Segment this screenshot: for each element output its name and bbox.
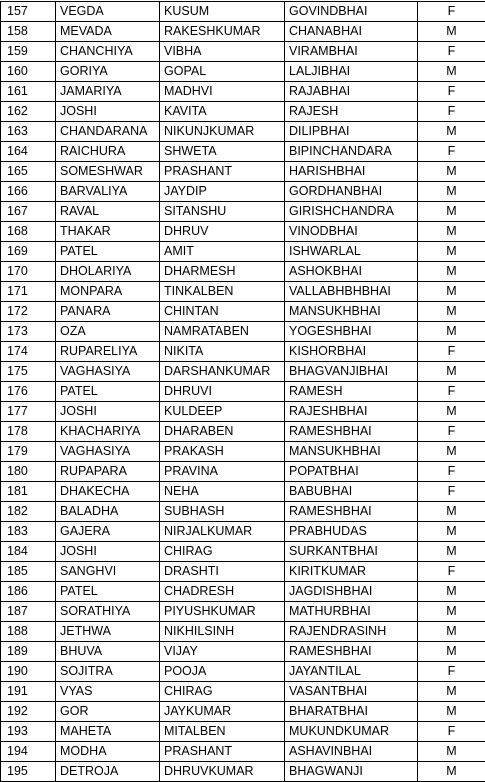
table-row [1, 142, 485, 162]
father-name-cell: SURKANTBHAI [285, 542, 418, 562]
surname-cell: KHACHARIYA [56, 422, 160, 442]
table-row [1, 262, 485, 282]
row-number-cell: 166 [1, 182, 56, 202]
row-number-cell: 181 [1, 482, 56, 502]
surname-cell: SANGHVI [56, 562, 160, 582]
row-number-cell: 182 [1, 502, 56, 522]
first-name-cell: DRASHTI [160, 562, 285, 582]
row-number-cell: 195 [1, 762, 56, 782]
table-row [1, 442, 485, 462]
first-name-cell: KUSUM [160, 2, 285, 22]
first-name-cell: SITANSHU [160, 202, 285, 222]
surname-cell: OZA [56, 322, 160, 342]
first-name-cell: NAMRATABEN [160, 322, 285, 342]
gender-cell: M [418, 742, 485, 762]
table-row [1, 242, 485, 262]
surname-cell: PATEL [56, 582, 160, 602]
surname-cell: GOR [56, 702, 160, 722]
father-name-cell: BHAGVANJIBHAI [285, 362, 418, 382]
first-name-cell: POOJA [160, 662, 285, 682]
gender-cell: F [418, 562, 485, 582]
first-name-cell: DHARMESH [160, 262, 285, 282]
father-name-cell: ASHAVINBHAI [285, 742, 418, 762]
surname-cell: CHANCHIYA [56, 42, 160, 62]
first-name-cell: GOPAL [160, 62, 285, 82]
row-number-cell: 183 [1, 522, 56, 542]
table-row [1, 302, 485, 322]
table-row [1, 62, 485, 82]
gender-cell: M [418, 702, 485, 722]
first-name-cell: DHRUVKUMAR [160, 762, 285, 782]
father-name-cell: BIPINCHANDARA [285, 142, 418, 162]
row-number-cell: 179 [1, 442, 56, 462]
row-number-cell: 161 [1, 82, 56, 102]
gender-cell: F [418, 722, 485, 742]
table-row [1, 662, 485, 682]
table-row [1, 542, 485, 562]
father-name-cell: RAJESHBHAI [285, 402, 418, 422]
table-row [1, 222, 485, 242]
table-row [1, 522, 485, 542]
row-number-cell: 194 [1, 742, 56, 762]
first-name-cell: DARSHANKUMAR [160, 362, 285, 382]
father-name-cell: GORDHANBHAI [285, 182, 418, 202]
row-number-cell: 184 [1, 542, 56, 562]
row-number-cell: 163 [1, 122, 56, 142]
gender-cell: M [418, 762, 485, 782]
surname-cell: VYAS [56, 682, 160, 702]
first-name-cell: CHIRAG [160, 542, 285, 562]
father-name-cell: BHARATBHAI [285, 702, 418, 722]
first-name-cell: MITALBEN [160, 722, 285, 742]
surname-cell: JOSHI [56, 402, 160, 422]
row-number-cell: 165 [1, 162, 56, 182]
first-name-cell: NIKITA [160, 342, 285, 362]
gender-cell: M [418, 62, 485, 82]
first-name-cell: NIKUNJKUMAR [160, 122, 285, 142]
gender-cell: M [418, 322, 485, 342]
table-row [1, 462, 485, 482]
father-name-cell: RAJESH [285, 102, 418, 122]
gender-cell: M [418, 502, 485, 522]
first-name-cell: JAYKUMAR [160, 702, 285, 722]
father-name-cell: BABUBHAI [285, 482, 418, 502]
father-name-cell: MANSUKHBHAI [285, 442, 418, 462]
gender-cell: M [418, 222, 485, 242]
first-name-cell: CHINTAN [160, 302, 285, 322]
surname-cell: MAHETA [56, 722, 160, 742]
first-name-cell: AMIT [160, 242, 285, 262]
first-name-cell: NIRJALKUMAR [160, 522, 285, 542]
row-number-cell: 192 [1, 702, 56, 722]
surname-cell: DETROJA [56, 762, 160, 782]
first-name-cell: NIKHILSINH [160, 622, 285, 642]
row-number-cell: 168 [1, 222, 56, 242]
surname-cell: RUPARELIYA [56, 342, 160, 362]
table-row [1, 182, 485, 202]
table-row [1, 402, 485, 422]
table-row [1, 762, 485, 782]
table-row [1, 422, 485, 442]
row-number-cell: 159 [1, 42, 56, 62]
surname-cell: MONPARA [56, 282, 160, 302]
first-name-cell: PRASHANT [160, 162, 285, 182]
table-row [1, 162, 485, 182]
table-row [1, 582, 485, 602]
table-body [1, 2, 485, 782]
gender-cell: M [418, 442, 485, 462]
first-name-cell: DHRUV [160, 222, 285, 242]
table-row [1, 202, 485, 222]
father-name-cell: VASANTBHAI [285, 682, 418, 702]
row-number-cell: 180 [1, 462, 56, 482]
surname-cell: BALADHA [56, 502, 160, 522]
row-number-cell: 187 [1, 602, 56, 622]
row-number-cell: 186 [1, 582, 56, 602]
row-number-cell: 171 [1, 282, 56, 302]
father-name-cell: VIRAMBHAI [285, 42, 418, 62]
father-name-cell: LALJIBHAI [285, 62, 418, 82]
row-number-cell: 174 [1, 342, 56, 362]
first-name-cell: NEHA [160, 482, 285, 502]
gender-cell: F [418, 102, 485, 122]
father-name-cell: RAMESHBHAI [285, 422, 418, 442]
row-number-cell: 158 [1, 22, 56, 42]
surname-cell: VEGDA [56, 2, 160, 22]
table-row [1, 742, 485, 762]
table-row [1, 622, 485, 642]
row-number-cell: 169 [1, 242, 56, 262]
first-name-cell: PRASHANT [160, 742, 285, 762]
gender-cell: M [418, 282, 485, 302]
row-number-cell: 175 [1, 362, 56, 382]
father-name-cell: RAJENDRASINH [285, 622, 418, 642]
table-row [1, 342, 485, 362]
gender-cell: F [418, 2, 485, 22]
father-name-cell: MANSUKHBHAI [285, 302, 418, 322]
gender-cell: M [418, 362, 485, 382]
first-name-cell: KAVITA [160, 102, 285, 122]
surname-cell: SOMESHWAR [56, 162, 160, 182]
first-name-cell: JAYDIP [160, 182, 285, 202]
table-row [1, 682, 485, 702]
first-name-cell: TINKALBEN [160, 282, 285, 302]
table-row [1, 562, 485, 582]
gender-cell: M [418, 22, 485, 42]
first-name-cell: VIJAY [160, 642, 285, 662]
surname-cell: CHANDARANA [56, 122, 160, 142]
row-number-cell: 162 [1, 102, 56, 122]
surname-cell: JETHWA [56, 622, 160, 642]
surname-cell: GORIYA [56, 62, 160, 82]
first-name-cell: CHIRAG [160, 682, 285, 702]
surname-cell: MEVADA [56, 22, 160, 42]
first-name-cell: DHRUVI [160, 382, 285, 402]
row-number-cell: 157 [1, 2, 56, 22]
first-name-cell: RAKESHKUMAR [160, 22, 285, 42]
father-name-cell: ASHOKBHAI [285, 262, 418, 282]
gender-cell: M [418, 522, 485, 542]
father-name-cell: VALLABHBHBHAI [285, 282, 418, 302]
row-number-cell: 176 [1, 382, 56, 402]
row-number-cell: 172 [1, 302, 56, 322]
father-name-cell: YOGESHBHAI [285, 322, 418, 342]
table-row [1, 382, 485, 402]
data-table [0, 1, 485, 782]
table-row [1, 282, 485, 302]
father-name-cell: HARISHBHAI [285, 162, 418, 182]
surname-cell: GAJERA [56, 522, 160, 542]
surname-cell: THAKAR [56, 222, 160, 242]
surname-cell: MODHA [56, 742, 160, 762]
table-row [1, 22, 485, 42]
row-number-cell: 164 [1, 142, 56, 162]
father-name-cell: MUKUNDKUMAR [285, 722, 418, 742]
gender-cell: M [418, 122, 485, 142]
father-name-cell: RAJABHAI [285, 82, 418, 102]
gender-cell: M [418, 682, 485, 702]
table-row [1, 722, 485, 742]
gender-cell: F [418, 382, 485, 402]
gender-cell: F [418, 662, 485, 682]
surname-cell: RAVAL [56, 202, 160, 222]
father-name-cell: GIRISHCHANDRA [285, 202, 418, 222]
gender-cell: F [418, 422, 485, 442]
row-number-cell: 191 [1, 682, 56, 702]
first-name-cell: VIBHA [160, 42, 285, 62]
row-number-cell: 185 [1, 562, 56, 582]
row-number-cell: 160 [1, 62, 56, 82]
row-number-cell: 193 [1, 722, 56, 742]
father-name-cell: VINODBHAI [285, 222, 418, 242]
father-name-cell: KISHORBHAI [285, 342, 418, 362]
surname-cell: PANARA [56, 302, 160, 322]
gender-cell: M [418, 402, 485, 422]
father-name-cell: CHANABHAI [285, 22, 418, 42]
row-number-cell: 189 [1, 642, 56, 662]
row-number-cell: 177 [1, 402, 56, 422]
row-number-cell: 190 [1, 662, 56, 682]
surname-cell: DHAKECHA [56, 482, 160, 502]
gender-cell: M [418, 202, 485, 222]
first-name-cell: KULDEEP [160, 402, 285, 422]
father-name-cell: RAMESHBHAI [285, 502, 418, 522]
table-row [1, 602, 485, 622]
surname-cell: VAGHASIYA [56, 442, 160, 462]
first-name-cell: PIYUSHKUMAR [160, 602, 285, 622]
surname-cell: SOJITRA [56, 662, 160, 682]
first-name-cell: PRAVINA [160, 462, 285, 482]
table-row [1, 502, 485, 522]
surname-cell: DHOLARIYA [56, 262, 160, 282]
table-row [1, 122, 485, 142]
surname-cell: SORATHIYA [56, 602, 160, 622]
father-name-cell: PRABHUDAS [285, 522, 418, 542]
surname-cell: VAGHASIYA [56, 362, 160, 382]
gender-cell: F [418, 462, 485, 482]
gender-cell: M [418, 182, 485, 202]
surname-cell: JOSHI [56, 542, 160, 562]
gender-cell: F [418, 42, 485, 62]
father-name-cell: DILIPBHAI [285, 122, 418, 142]
father-name-cell: ISHWARLAL [285, 242, 418, 262]
father-name-cell: JAGDISHBHAI [285, 582, 418, 602]
gender-cell: M [418, 582, 485, 602]
gender-cell: F [418, 142, 485, 162]
first-name-cell: CHADRESH [160, 582, 285, 602]
surname-cell: RUPAPARA [56, 462, 160, 482]
gender-cell: M [418, 262, 485, 282]
surname-cell: PATEL [56, 242, 160, 262]
gender-cell: M [418, 542, 485, 562]
father-name-cell: GOVINDBHAI [285, 2, 418, 22]
father-name-cell: RAMESH [285, 382, 418, 402]
table-row [1, 102, 485, 122]
table-row [1, 642, 485, 662]
surname-cell: BARVALIYA [56, 182, 160, 202]
gender-cell: M [418, 302, 485, 322]
first-name-cell: SUBHASH [160, 502, 285, 522]
gender-cell: M [418, 162, 485, 182]
row-number-cell: 173 [1, 322, 56, 342]
row-number-cell: 178 [1, 422, 56, 442]
surname-cell: JAMARIYA [56, 82, 160, 102]
father-name-cell: MATHURBHAI [285, 602, 418, 622]
gender-cell: M [418, 242, 485, 262]
first-name-cell: SHWETA [160, 142, 285, 162]
gender-cell: F [418, 482, 485, 502]
row-number-cell: 167 [1, 202, 56, 222]
father-name-cell: KIRITKUMAR [285, 562, 418, 582]
father-name-cell: BHAGWANJI [285, 762, 418, 782]
gender-cell: M [418, 642, 485, 662]
surname-cell: RAICHURA [56, 142, 160, 162]
gender-cell: M [418, 622, 485, 642]
row-number-cell: 170 [1, 262, 56, 282]
surname-cell: JOSHI [56, 102, 160, 122]
table-row [1, 362, 485, 382]
gender-cell: F [418, 342, 485, 362]
first-name-cell: DHARABEN [160, 422, 285, 442]
first-name-cell: MADHVI [160, 82, 285, 102]
gender-cell: M [418, 602, 485, 622]
table-row [1, 82, 485, 102]
table-row [1, 2, 485, 22]
table-row [1, 482, 485, 502]
father-name-cell: JAYANTILAL [285, 662, 418, 682]
table-row [1, 702, 485, 722]
table-row [1, 42, 485, 62]
surname-cell: BHUVA [56, 642, 160, 662]
surname-cell: PATEL [56, 382, 160, 402]
father-name-cell: RAMESHBHAI [285, 642, 418, 662]
first-name-cell: PRAKASH [160, 442, 285, 462]
row-number-cell: 188 [1, 622, 56, 642]
table-row [1, 322, 485, 342]
father-name-cell: POPATBHAI [285, 462, 418, 482]
gender-cell: F [418, 82, 485, 102]
